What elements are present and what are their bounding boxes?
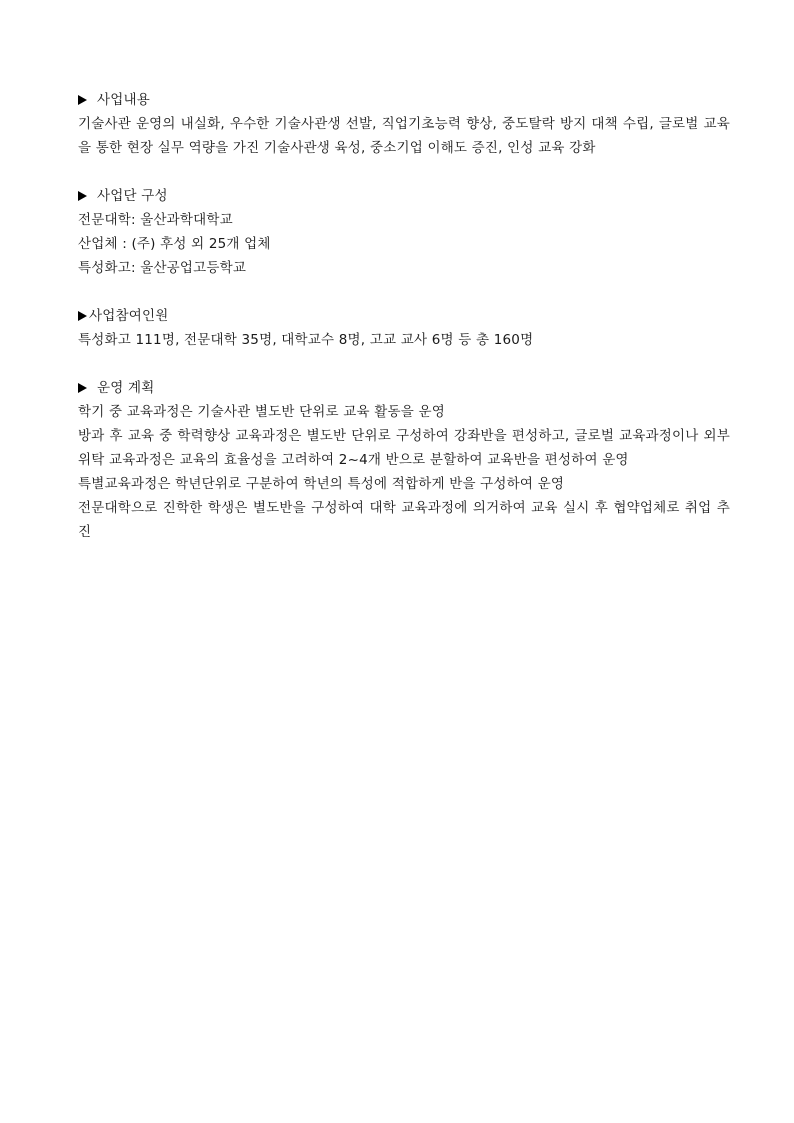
section-title: 사업참여인원: [89, 308, 169, 324]
section-business-content: [78, 88, 730, 160]
plan-paragraph: 특별교육과정은 학년단위로 구분하여 학년의 특성에 적합하게 반을 구성하여 운영: [78, 476, 565, 492]
section-body: 특성화고 111명, 전문대학 35명, 대학교수 8명, 고교 교사 6명 등 총 160명: [78, 332, 534, 348]
plan-paragraph: 방과 후 교육 중 학력향상 교육과정은 별도반 단위로 구성하여 강좌반을 편성하고, 글로벌 교육과정이나 외부 위탁 교육과정은 교육의 효율성을 고려하여 2~4개 반으로 분할하여 교육반을 편성하여 운영: [78, 428, 730, 468]
org-college-line: 전문대학: 울산과학대학교: [78, 212, 233, 228]
triangle-bullet-icon: [78, 311, 87, 321]
section-organization: [78, 184, 730, 280]
section-heading: [78, 376, 730, 400]
section-title: 사업내용: [97, 92, 150, 108]
section-heading: [78, 304, 730, 328]
triangle-bullet-icon: [78, 95, 87, 105]
section-operation-plan: [78, 376, 730, 544]
triangle-bullet-icon: [78, 383, 87, 393]
section-body: 기술사관 운영의 내실화, 우수한 기술사관생 선발, 직업기초능력 향상, 중도탈락 방지 대책 수립, 글로벌 교육을 통한 현장 실무 역량을 가진 기술사관생 육성, 중소기업 이해도 증진, 인성 교육 강화: [78, 116, 730, 156]
section-participants: [78, 304, 730, 352]
plan-paragraph: 전문대학으로 진학한 학생은 별도반을 구성하여 대학 교육과정에 의거하여 교육 실시 후 협약업체로 취업 추진: [78, 500, 730, 540]
section-title: 운영 계획: [97, 380, 155, 396]
triangle-bullet-icon: [78, 191, 87, 201]
org-highschool-line: 특성화고: 울산공업고등학교: [78, 260, 247, 276]
org-industry-line: 산업체 : (주) 후성 외 25개 업체: [78, 236, 271, 252]
section-title: 사업단 구성: [97, 188, 168, 204]
section-heading: [78, 184, 730, 208]
document-page: [78, 88, 730, 568]
section-heading: [78, 88, 730, 112]
plan-paragraph: 학기 중 교육과정은 기술사관 별도반 단위로 교육 활동을 운영: [78, 404, 445, 420]
